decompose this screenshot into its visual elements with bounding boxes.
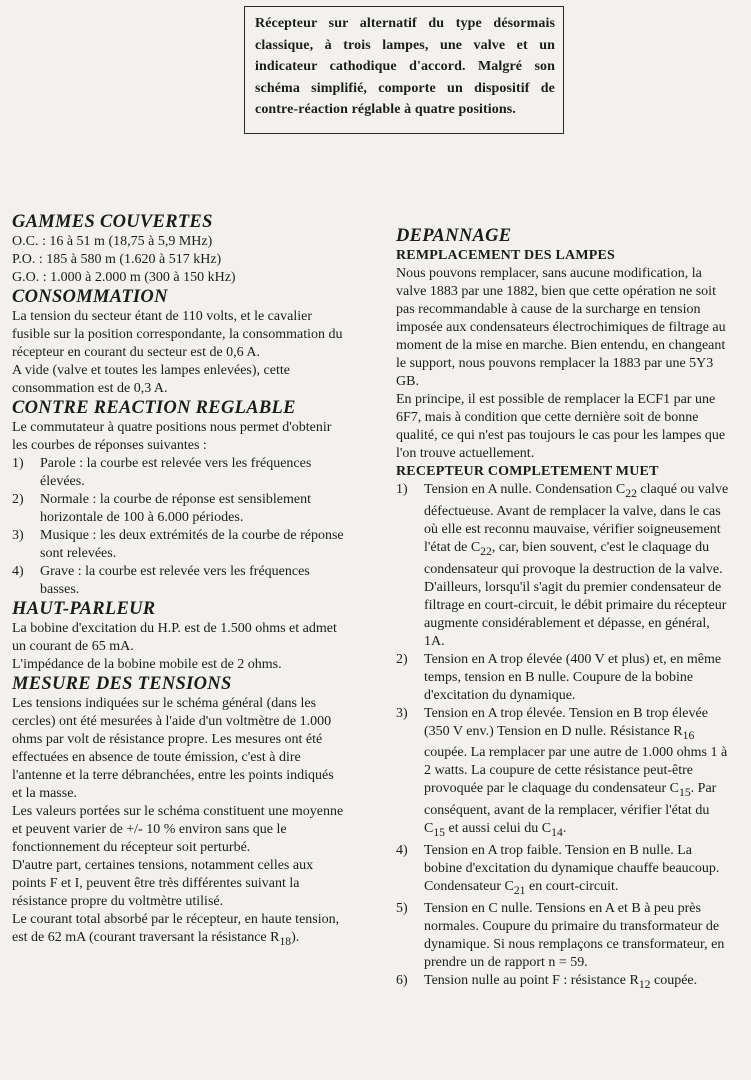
haut-parleur-p1: La bobine d'excitation du H.P. est de 1.500 ohms et admet un courant de 65 mA. (12, 621, 337, 654)
heading-contre-reaction: CONTRE REACTION REGLABLE (12, 398, 296, 418)
item-number: 3) (12, 528, 24, 543)
subscript: 12 (638, 977, 651, 991)
subscript: 22 (625, 486, 637, 500)
intro-box (244, 6, 564, 134)
item-number: 3) (396, 705, 408, 721)
remplacement-p2: En principe, il est possible de remplacer la ECF1 par une 6F7, mais à condition que cette dernière soit de bonne qualité, ce qui n'est pas toujours le cas pour les lampes que l'on trouve actuellement. (396, 392, 726, 461)
list-item (396, 900, 730, 972)
subscript: 18 (279, 934, 292, 948)
item-number: 4) (12, 564, 24, 579)
heading-consommation: CONSOMMATION (12, 287, 168, 307)
list-item (12, 563, 344, 599)
item-number: 2) (396, 651, 408, 667)
heading-depannage: DEPANNAGE (396, 226, 512, 246)
subheading-muet: RECEPTEUR COMPLETEMENT MUET (396, 464, 659, 479)
item-text: Tension nulle au point F : résistance R (424, 972, 639, 988)
item-text: coupée. (650, 972, 698, 988)
item-text: , car, bien souvent, c'est le claquage du condensateur qui provoque la destruction de la valve. D'ailleurs, lorsqu'il s'agit du premier condensateur de filtrage en court-circuit, le débit primaire du récepteur augmente considérablement et dépasse, en général, 1A. (424, 539, 727, 649)
item-number: 5) (396, 900, 408, 916)
item-number: 6) (396, 972, 408, 988)
mesure-p1: Les tensions indiquées sur le schéma général (dans les cercles) ont été mesurées à l'aide d'un voltmètre de 1.000 ohms par volt de résistance propre. Les mesures ont été effectuées en absence de toute émission, c'est à dire l'antenne et la terre débranchées, entre les points indiqués et la masse. (12, 696, 334, 801)
heading-gammes: GAMMES COUVERTES (12, 212, 213, 232)
list-item (12, 527, 344, 563)
list-item (12, 455, 344, 491)
intro-text: Récepteur sur alternatif du type désormais classique, à trois lampes, une valve et un indicateur cathodique d'accord. Malgré son schéma simplifié, comporte un dispositif de contre-réaction réglable à quatre positions. (255, 16, 555, 117)
list-item (396, 651, 730, 705)
mesure-p4 (12, 911, 344, 951)
subscript: 16 (682, 728, 695, 742)
list-item (396, 972, 730, 994)
item-text: et aussi celui du C (445, 821, 552, 837)
left-column (12, 212, 344, 951)
item-number: 4) (396, 842, 408, 858)
subscript: 22 (480, 544, 492, 558)
subscript: 15 (433, 825, 445, 839)
item-number: 2) (12, 492, 24, 507)
item-text: Tension en A trop élevée (400 V et plus) et, en même temps, tension en B nulle. Coupure de la bobine d'excitation du dynamique. (424, 651, 722, 703)
subscript: 21 (513, 883, 526, 897)
subscript: 14 (551, 825, 563, 839)
haut-parleur-p2: L'impédance de la bobine mobile est de 2 ohms. (12, 657, 282, 672)
list-item (396, 705, 730, 842)
item-text: Tension en A nulle. Condensation C (424, 482, 626, 497)
item-number: 1) (12, 456, 24, 471)
list-item (396, 842, 730, 900)
mesure-p3: D'autre part, certaines tensions, notamment celles aux points F et I, peuvent être très différentes suivant la résistance propre du voltmètre utilisé. (12, 858, 314, 909)
gamme-oc: O.C. : 16 à 51 m (18,75 à 5,9 MHz) (12, 234, 213, 249)
item-text: coupée. La remplacer par une autre de 1.000 ohms 1 à 2 watts. La coupure de cette résistance peut-être provoquée par le claquage du condensateur C (424, 745, 728, 797)
item-text: Tension en A trop faible. Tension en B nulle. La bobine d'excitation du dynamique chauffe beaucoup. Condensateur C (424, 842, 720, 894)
gamme-go: G.O. : 1.000 à 2.000 m (300 à 150 kHz) (12, 270, 236, 285)
item-text: Normale : la courbe de réponse est sensiblement horizontale de 100 à 6.000 périodes. (40, 492, 311, 525)
item-text: Tension en A trop élevée. Tension en B trop élevée (350 V env.) Tension en D nulle. Résistance R (424, 705, 708, 739)
item-text: . Par conséquent, avant de la remplacer, vérifier l'état du C (424, 781, 717, 837)
item-text: Grave : la courbe est relevée vers les fréquences basses. (40, 564, 310, 597)
item-text: Tension en C nulle. Tensions en A et B à peu près normales. Coupure du primaire du transformateur de dynamique. Si nous remplaçons ce transformateur, en prendre un de rapport n = 59. (424, 900, 725, 970)
right-column (396, 226, 730, 994)
heading-haut-parleur: HAUT-PARLEUR (12, 599, 156, 619)
item-text: Musique : les deux extrémités de la courbe de réponse sont relevées. (40, 528, 344, 561)
mesure-p4-end: ). (291, 930, 300, 945)
subheading-remplacement: REMPLACEMENT DES LAMPES (396, 248, 616, 263)
item-text: claqué ou valve défectueuse. Avant de remplacer la valve, dans le cas où elle est reconnu mauvaise, vérifier soigneusement l'état de C (424, 482, 729, 555)
subscript: 15 (679, 786, 691, 800)
contre-reaction-intro: Le commutateur à quatre positions nous permet d'obtenir les courbes de réponses suivantes : (12, 420, 332, 453)
heading-mesure: MESURE DES TENSIONS (12, 674, 232, 694)
list-item (12, 491, 344, 527)
remplacement-p1: Nous pouvons remplacer, sans aucune modification, la valve 1883 par une 1882, bien que cette opération ne soit pas recommandable à cause de la surcharge en tension imposée aux condensateurs électrochimiques de filtrage au moment de la mise en marche. Bien entendu, en changeant le support, nous pouvons remplacer la 1883 par une 5Y3 GB. (396, 266, 726, 389)
list-item (396, 481, 730, 651)
muet-list (396, 481, 730, 994)
contre-reaction-list (12, 455, 344, 599)
item-text: en court-circuit. (525, 878, 619, 894)
consommation-p2: A vide (valve et toutes les lampes enlevées), cette consommation est de 0,3 A. (12, 363, 290, 396)
gamme-po: P.O. : 185 à 580 m (1.620 à 517 kHz) (12, 252, 222, 267)
mesure-p2: Les valeurs portées sur le schéma constituent une moyenne et peuvent varier de +/- 10 % environ sans que le fonctionnement du récepteur soit perturbé. (12, 804, 344, 855)
item-text: . (562, 821, 567, 837)
item-text: Parole : la courbe est relevée vers les fréquences élevées. (40, 456, 312, 489)
item-number: 1) (396, 482, 408, 497)
consommation-p1: La tension du secteur étant de 110 volts, et le cavalier fusible sur la position correspondante, la consommation du récepteur en courant du secteur est de 0,6 A. (12, 309, 343, 360)
mesure-p4-text: Le courant total absorbé par le récepteur, en haute tension, est de 62 mA (courant traversant la résistance R (12, 912, 340, 945)
